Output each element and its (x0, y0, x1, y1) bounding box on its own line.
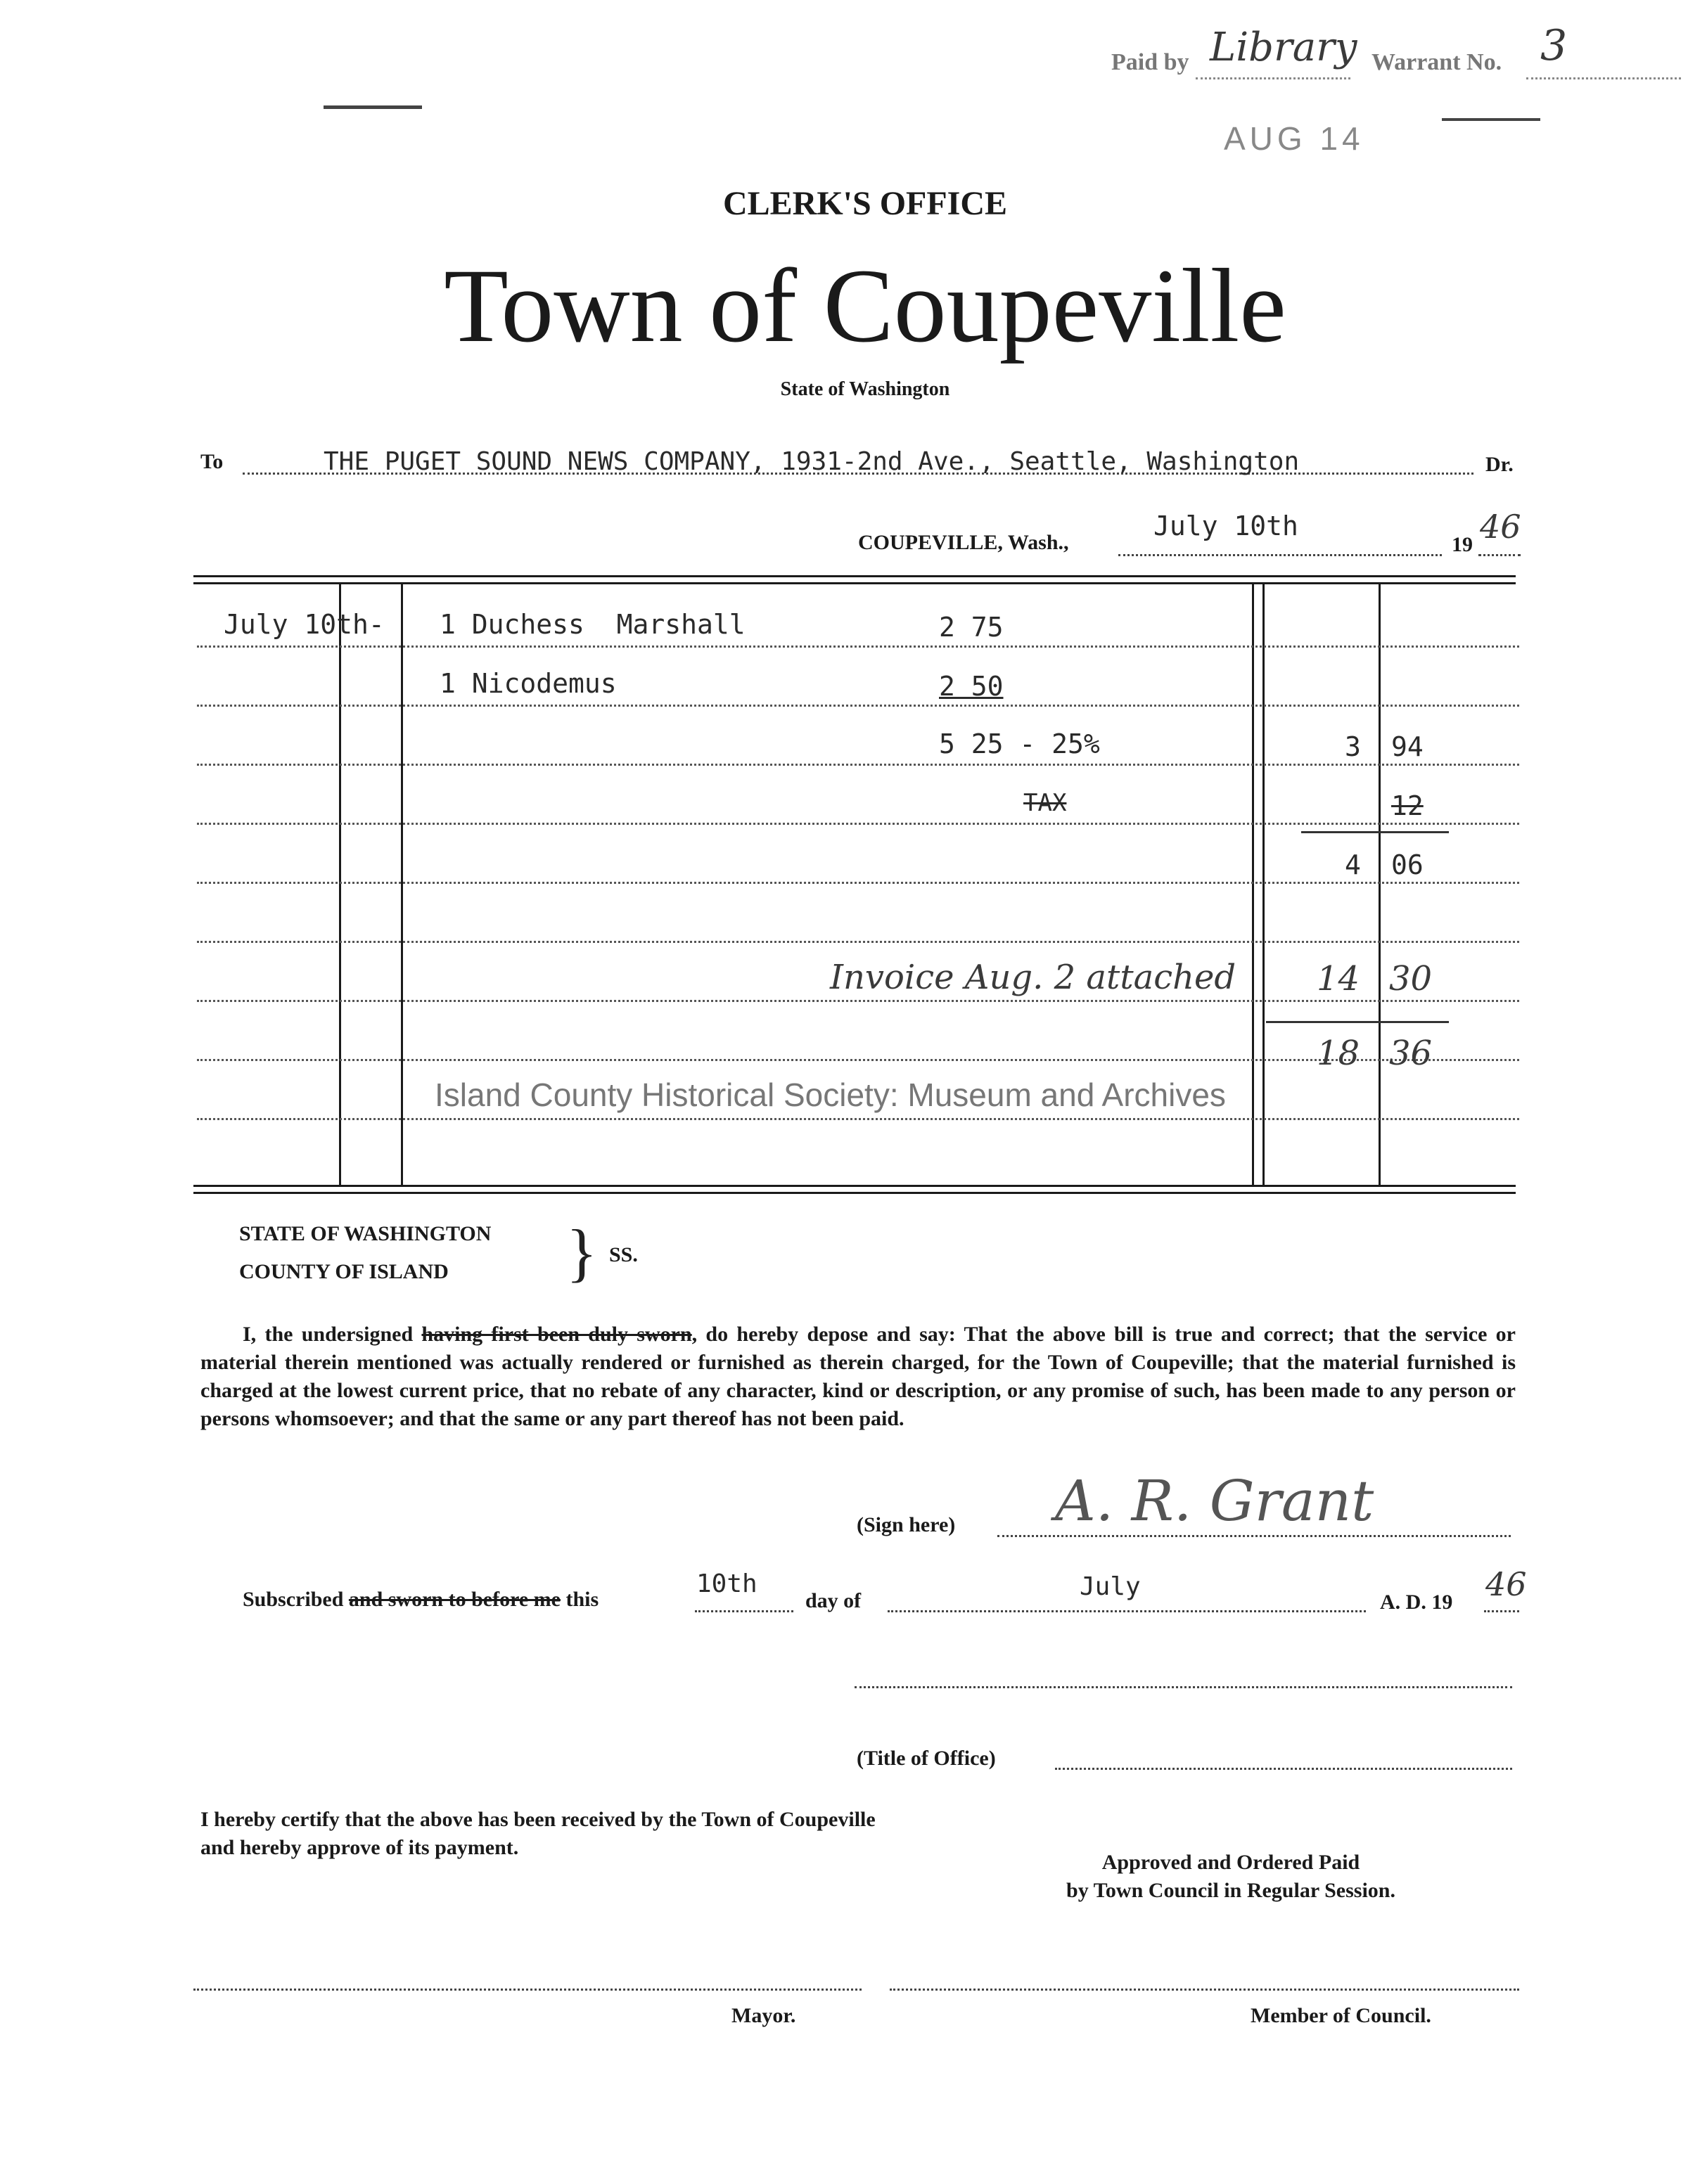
grand-cents: 36 (1389, 1034, 1433, 1073)
to-label: To (200, 450, 224, 473)
ad-label: A. D. 19 (1380, 1591, 1453, 1614)
col-divider-1 (339, 584, 341, 1185)
discounted-cents: 94 (1391, 731, 1424, 762)
row-line (197, 941, 1519, 943)
council-label: Member of Council. (1251, 2004, 1431, 2027)
approved-line2: by Town Council in Regular Session. (1066, 1879, 1395, 1902)
title-office-line (1055, 1768, 1512, 1770)
certify-text: I hereby certify that the above has been received by the Town of Coupeville and hereby approve of its payment. (200, 1808, 876, 1859)
tax-label: TAX (1023, 789, 1067, 817)
warrant-line (1526, 77, 1681, 79)
title-office-label: (Title of Office) (857, 1747, 996, 1770)
grand-total-rule (1266, 1021, 1449, 1023)
discounted-dollars: 3 (1345, 731, 1361, 762)
state-subtitle: State of Washington (780, 378, 950, 400)
item-date: July 10th- (224, 609, 385, 640)
table-bottom-rule-2 (193, 1192, 1516, 1194)
affidavit-part2: , do hereby depose and say: That the above bill is true and correct; that the service or material therein mentioned was actually rendered or furnished as therein charged, for the Town of Coupeville; that the material furnished is charged at the lowest current price, that no rebate of any character, kind or description, or any promise of such, has been made to any person or persons whomsoever; and that the same or any part thereof has not been paid. (200, 1323, 1516, 1430)
row-line (197, 823, 1519, 825)
table-top-rule-2 (193, 582, 1516, 584)
item-price: 2 75 (939, 612, 1004, 643)
invoice-cents: 30 (1389, 959, 1433, 998)
paid-by-line (1196, 77, 1350, 79)
date-stamp: AUG 14 (1224, 120, 1364, 157)
row-line (197, 1118, 1519, 1120)
col-divider-3 (1252, 584, 1254, 1185)
sign-label: (Sign here) (857, 1513, 956, 1536)
item-price: 2 50 (939, 671, 1004, 702)
grand-dollars: 18 (1317, 1034, 1360, 1073)
warrant-label: Warrant No. (1372, 49, 1502, 75)
clerks-office-heading: CLERK'S OFFICE (722, 185, 1008, 222)
date-line (1118, 554, 1442, 556)
sum-rule (1301, 831, 1449, 833)
approved-line1: Approved and Ordered Paid (1101, 1851, 1360, 1874)
venue-ss: SS. (609, 1243, 638, 1266)
subscribed-label-a: Subscribed (243, 1588, 349, 1611)
col-divider-2 (401, 584, 403, 1185)
affidavit-part1: I, the undersigned (243, 1323, 422, 1346)
subscribed-label-struck: and sworn to before me (348, 1588, 561, 1611)
dr-label: Dr. (1485, 453, 1514, 476)
ad-year-line (1484, 1610, 1519, 1612)
notary-line (855, 1686, 1512, 1688)
year-value: 46 (1480, 508, 1521, 546)
date-value: July 10th (1153, 510, 1298, 541)
paid-by-label: Paid by (1111, 49, 1189, 75)
town-title: Town of Coupeville (444, 248, 1286, 364)
table-bottom-rule (193, 1185, 1516, 1187)
subscribed-day: 10th (696, 1569, 757, 1598)
invoice-dollars: 14 (1317, 959, 1360, 998)
row-line (197, 882, 1519, 884)
year-line (1478, 554, 1521, 556)
subscribed-month: July (1080, 1572, 1141, 1601)
paid-by-value: Library (1210, 25, 1357, 70)
council-line (890, 1989, 1519, 1991)
watermark: Island County Historical Society: Museum and Archives (435, 1077, 1226, 1113)
corner-mark (324, 105, 422, 109)
day-of-label: day of (805, 1589, 862, 1612)
venue-state: STATE OF WASHINGTON (239, 1222, 492, 1245)
col-divider-4 (1262, 584, 1265, 1185)
subscribed-label (243, 1588, 599, 1612)
col-divider-5 (1379, 584, 1381, 1185)
warrant-value: 3 (1540, 21, 1568, 70)
row-line (197, 1000, 1519, 1002)
tax-cents: 12 (1391, 790, 1424, 821)
subtotal-calc: 5 25 - 25% (939, 728, 1100, 759)
item-description: 1 Duchess Marshall (440, 609, 746, 640)
sign-line (997, 1535, 1511, 1537)
subscribed-year: 46 (1485, 1565, 1527, 1603)
affidavit-struck: having first been duly sworn (421, 1323, 692, 1346)
row-line (197, 764, 1519, 766)
day-line (695, 1610, 793, 1612)
table-top-rule (193, 575, 1516, 577)
signature: A. R. Grant (1055, 1468, 1374, 1534)
to-value: THE PUGET SOUND NEWS COMPANY, 1931-2nd Ave., Seattle, Washington (324, 447, 1300, 476)
date-line-label: COUPEVILLE, Wash., (858, 531, 1069, 554)
invoice-note: Invoice Aug. 2 attached (830, 958, 1236, 997)
venue-brace: } (566, 1216, 598, 1288)
total1-dollars: 4 (1345, 849, 1361, 880)
corner-mark-right (1442, 118, 1540, 121)
affidavit-text (200, 1321, 1516, 1433)
item-description: 1 Nicodemus (440, 668, 617, 699)
venue-county: COUNTY OF ISLAND (239, 1260, 449, 1283)
row-line (197, 645, 1519, 648)
month-line (888, 1610, 1366, 1612)
year-prefix: 19 (1452, 533, 1473, 556)
mayor-line (193, 1989, 862, 1991)
total1-cents: 06 (1391, 849, 1424, 880)
subscribed-label-b: this (560, 1588, 599, 1611)
row-line (197, 705, 1519, 707)
mayor-label: Mayor. (731, 2004, 796, 2027)
